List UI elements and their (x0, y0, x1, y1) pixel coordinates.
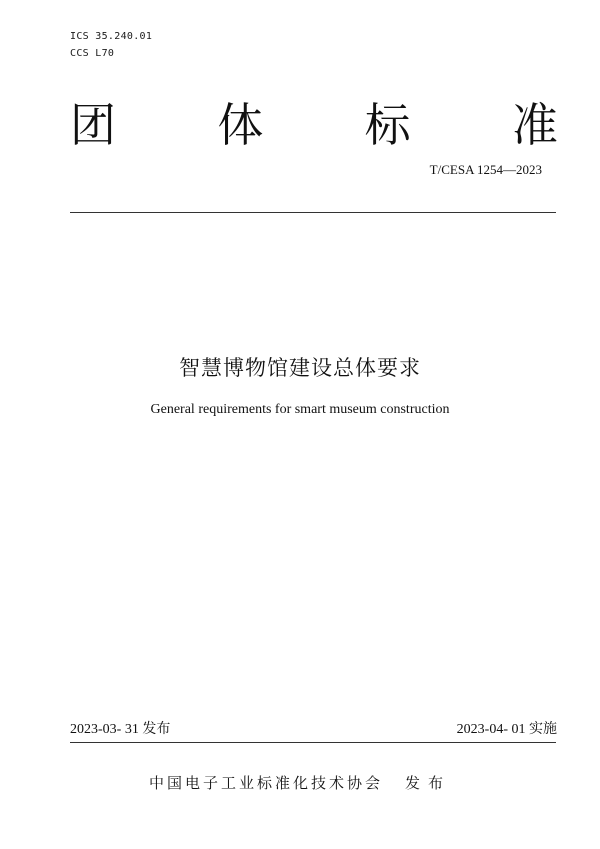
standard-number: T/CESA 1254—2023 (429, 162, 542, 177)
publisher-line (0, 772, 600, 793)
heading-char-1: 团 (70, 98, 116, 152)
bottom-divider (70, 742, 556, 743)
document-type-heading (70, 90, 558, 154)
ics-code: ICS 35.240.01 (70, 31, 153, 42)
heading-char-2: 体 (217, 98, 264, 152)
ccs-code: CCS L70 (70, 48, 115, 59)
implementation-date: 2023-04- 01 实施 (456, 722, 557, 737)
heading-char-3: 标 (364, 98, 411, 152)
top-divider (70, 212, 556, 213)
heading-char-4: 准 (511, 98, 558, 152)
chinese-title: 智慧博物馆建设总体要求 (179, 356, 421, 380)
english-title: General requirements for smart museum construction (150, 402, 450, 417)
issue-date: 2023-03- 31 发布 (70, 722, 171, 737)
publisher-action: 发布 (405, 774, 452, 792)
publisher-name: 中国电子工业标准化技术协会 (148, 774, 383, 792)
